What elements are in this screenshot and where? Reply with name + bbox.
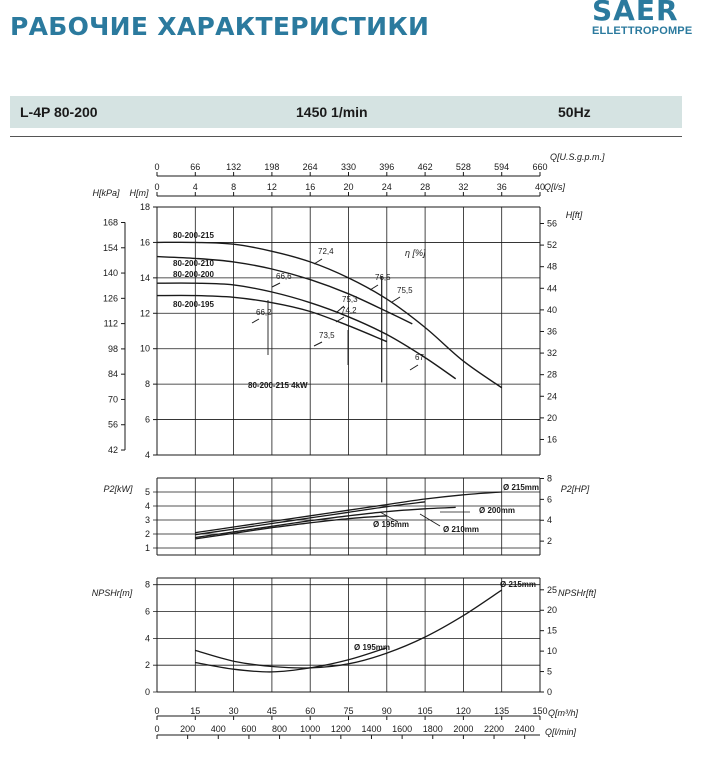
efficiency-mark-label: 75,5 (397, 286, 413, 295)
efficiency-mark-tick (336, 317, 344, 322)
bottom-m3h-tick-label: 30 (228, 706, 239, 716)
bottom-lmin-tick-label: 600 (241, 724, 257, 734)
efficiency-mark-tick (392, 297, 400, 302)
bottom-lmin-tick-label: 0 (154, 724, 160, 734)
npsh-m-tick-label: 8 (144, 579, 150, 590)
head-curve-label: 80-200-215 (173, 231, 214, 240)
bottom-m3h-tick-label: 0 (154, 706, 160, 716)
bottom-lmin-tick-label: 1400 (361, 724, 382, 734)
top-gpm-axis-label: Q[U.S.g.p.m.] (550, 152, 605, 162)
head-m-axis-label: H[m] (129, 188, 149, 198)
power-hp-tick-label: 8 (547, 473, 553, 484)
head-ft-tick-label: 16 (547, 434, 558, 445)
top-gpm-tick-label: 66 (190, 162, 201, 172)
efficiency-mark-tick (314, 342, 322, 346)
efficiency-mark-label: 74,2 (341, 306, 357, 315)
bottom-m3h-tick-label: 90 (381, 706, 392, 716)
top-ls-tick-label: 28 (420, 182, 431, 192)
head-m-tick-label: 4 (144, 450, 150, 460)
bottom-m3h-axis-label: Q[m³/h] (548, 708, 579, 718)
power-hp-tick-label: 2 (547, 536, 553, 547)
top-gpm-tick-label: 132 (226, 162, 242, 172)
top-ls-axis-label: Q[l/s] (544, 182, 566, 192)
efficiency-mark-label: 76,5 (375, 273, 391, 282)
npsh-ft-tick-label: 25 (547, 584, 558, 595)
npsh-curve-label: Ø 215mm (500, 580, 537, 589)
bottom-lmin-tick-label: 400 (210, 724, 226, 734)
head-ft-axis-label: H[ft] (565, 210, 583, 220)
head-kpa-tick-label: 126 (102, 293, 118, 304)
top-gpm-tick-label: 396 (379, 162, 395, 172)
npsh-m-tick-label: 6 (144, 606, 150, 617)
bottom-lmin-tick-label: 2400 (514, 724, 535, 734)
model-label: L-4P 80-200 (20, 104, 98, 120)
head-kpa-tick-label: 140 (102, 268, 118, 279)
bottom-lmin-tick-label: 2200 (484, 724, 505, 734)
head-ft-tick-label: 24 (547, 391, 558, 402)
npsh-m-tick-label: 2 (144, 660, 150, 671)
top-gpm-tick-label: 0 (154, 162, 160, 172)
head-kpa-tick-label: 168 (102, 217, 118, 228)
head-kpa-tick-label: 112 (103, 318, 118, 329)
power-kw-tick-label: 5 (144, 487, 150, 497)
efficiency-mark-label: 67 (415, 353, 424, 362)
head-ft-tick-label: 32 (547, 348, 558, 359)
power-curve-label: Ø 195mm (373, 520, 410, 529)
npsh-ft-tick-label: 15 (547, 625, 558, 636)
npsh-ft-tick-label: 20 (547, 605, 558, 616)
top-ls-tick-label: 40 (534, 182, 546, 192)
head-curve-label: 80-200-195 (173, 300, 214, 309)
head-curve-label: 80-200-210 (173, 259, 214, 268)
head-ft-tick-label: 52 (547, 240, 558, 251)
bottom-lmin-tick-label: 1000 (300, 724, 321, 734)
top-gpm-tick-label: 264 (302, 162, 318, 172)
power-hp-tick-label: 4 (547, 515, 553, 526)
power-kw-tick-label: 2 (144, 529, 150, 539)
bottom-m3h-tick-label: 105 (417, 706, 433, 716)
efficiency-mark-label: 72,4 (318, 247, 334, 256)
head-ft-tick-label: 48 (547, 261, 558, 272)
top-gpm-tick-label: 462 (417, 162, 433, 172)
head-ft-tick-label: 28 (547, 369, 558, 380)
page-title: РАБОЧИЕ ХАРАКТЕРИСТИКИ (10, 12, 430, 41)
top-gpm-tick-label: 660 (532, 162, 548, 172)
npsh-ft-tick-label: 5 (547, 666, 553, 677)
power-curve-label: Ø 210mm (443, 525, 480, 534)
power-kw-tick-label: 1 (144, 543, 150, 553)
head-m-tick-label: 18 (139, 202, 150, 212)
efficiency-axis-label: η [%] (405, 248, 426, 258)
head-m-tick-label: 16 (139, 237, 150, 248)
bottom-m3h-tick-label: 60 (305, 706, 316, 716)
frequency-label: 50Hz (558, 104, 591, 120)
head-ft-tick-label: 44 (547, 283, 558, 294)
bottom-lmin-tick-label: 2000 (453, 724, 474, 734)
top-ls-tick-label: 20 (343, 182, 354, 192)
head-kpa-tick-label: 70 (107, 394, 118, 405)
npsh-ft-tick-label: 10 (547, 646, 558, 657)
head-ft-tick-label: 20 (547, 412, 558, 423)
efficiency-mark-tick (314, 259, 322, 264)
power-kw-tick-label: 4 (144, 501, 150, 511)
bottom-m3h-tick-label: 120 (455, 706, 471, 716)
head-m-tick-label: 12 (139, 308, 150, 319)
efficiency-mark-label: 75,3 (342, 295, 358, 304)
bottom-m3h-tick-label: 135 (494, 706, 510, 716)
npsh-ft-axis-label: NPSHr[ft] (557, 588, 597, 598)
bottom-m3h-tick-label: 75 (343, 706, 354, 716)
head-curve-80-200-200 (157, 283, 456, 379)
bottom-lmin-axis-label: Q[l/min] (545, 727, 577, 737)
top-ls-tick-label: 32 (458, 182, 469, 192)
bottom-lmin-tick-label: 1600 (392, 724, 413, 734)
efficiency-mark-tick (410, 365, 418, 370)
head-kpa-tick-label: 42 (107, 445, 118, 456)
head-ft-tick-label: 36 (547, 326, 558, 337)
bottom-m3h-tick-label: 150 (532, 706, 548, 716)
top-ls-tick-label: 16 (305, 182, 316, 192)
bottom-m3h-tick-label: 15 (190, 706, 201, 716)
logo-sub-text: ELLETTROPOMPE (592, 25, 693, 37)
efficiency-mark-label: 66,6 (276, 272, 292, 281)
bottom-lmin-tick-label: 800 (272, 724, 288, 734)
power-hp-axis-label: P2[HP] (560, 484, 590, 494)
top-ls-tick-label: 12 (266, 182, 277, 192)
power-kw-tick-label: 3 (144, 515, 150, 525)
head-curve-label: 80-200-215 4kW (248, 381, 308, 390)
bottom-lmin-tick-label: 200 (180, 724, 196, 734)
head-m-tick-label: 6 (144, 414, 150, 425)
head-m-tick-label: 10 (139, 343, 150, 354)
logo-main-text: SAER (592, 0, 679, 27)
head-kpa-axis-label: H[kPa] (92, 188, 120, 198)
power-curve-label: Ø 215mm (503, 483, 540, 492)
top-gpm-tick-label: 528 (455, 162, 471, 172)
top-ls-tick-label: 36 (496, 182, 507, 192)
power-hp-tick-label: 6 (547, 494, 553, 505)
head-kpa-tick-label: 84 (107, 369, 118, 380)
efficiency-mark-label: 66,2 (256, 308, 272, 317)
top-gpm-tick-label: 198 (264, 162, 280, 172)
head-ft-tick-label: 40 (547, 304, 558, 315)
power-curve-label: Ø 200mm (479, 506, 516, 515)
top-gpm-tick-label: 330 (340, 162, 357, 172)
head-ft-tick-label: 56 (547, 218, 558, 229)
bottom-m3h-tick-label: 45 (266, 706, 277, 716)
head-kpa-tick-label: 56 (107, 419, 118, 430)
npsh-m-axis-label: NPSHr[m] (91, 588, 133, 598)
top-ls-tick-label: 4 (192, 182, 198, 192)
top-ls-tick-label: 8 (231, 182, 237, 192)
power-kw-axis-label: P2[kW] (103, 484, 133, 494)
npsh-ft-tick-label: 0 (547, 687, 553, 697)
head-m-tick-label: 14 (139, 272, 150, 283)
speed-label: 1450 1/min (296, 104, 368, 120)
bottom-lmin-tick-label: 1800 (422, 724, 443, 734)
npsh-m-tick-label: 4 (144, 633, 150, 644)
head-curve-label: 80-200-200 (173, 270, 214, 279)
power-curve-Ø 195mm (195, 516, 386, 539)
efficiency-mark-tick (252, 319, 259, 323)
head-kpa-tick-label: 98 (107, 343, 118, 354)
efficiency-mark-tick (272, 283, 280, 287)
top-ls-tick-label: 0 (154, 182, 160, 192)
bottom-lmin-tick-label: 1200 (330, 724, 351, 734)
npsh-m-tick-label: 0 (144, 687, 150, 697)
head-m-tick-label: 8 (144, 379, 150, 390)
efficiency-mark-tick (370, 285, 378, 290)
npsh-curve-label: Ø 195mm (354, 643, 391, 652)
top-ls-tick-label: 24 (381, 182, 392, 192)
top-gpm-tick-label: 594 (494, 162, 510, 172)
head-kpa-tick-label: 154 (102, 242, 118, 253)
efficiency-mark-label: 73,5 (319, 331, 335, 340)
